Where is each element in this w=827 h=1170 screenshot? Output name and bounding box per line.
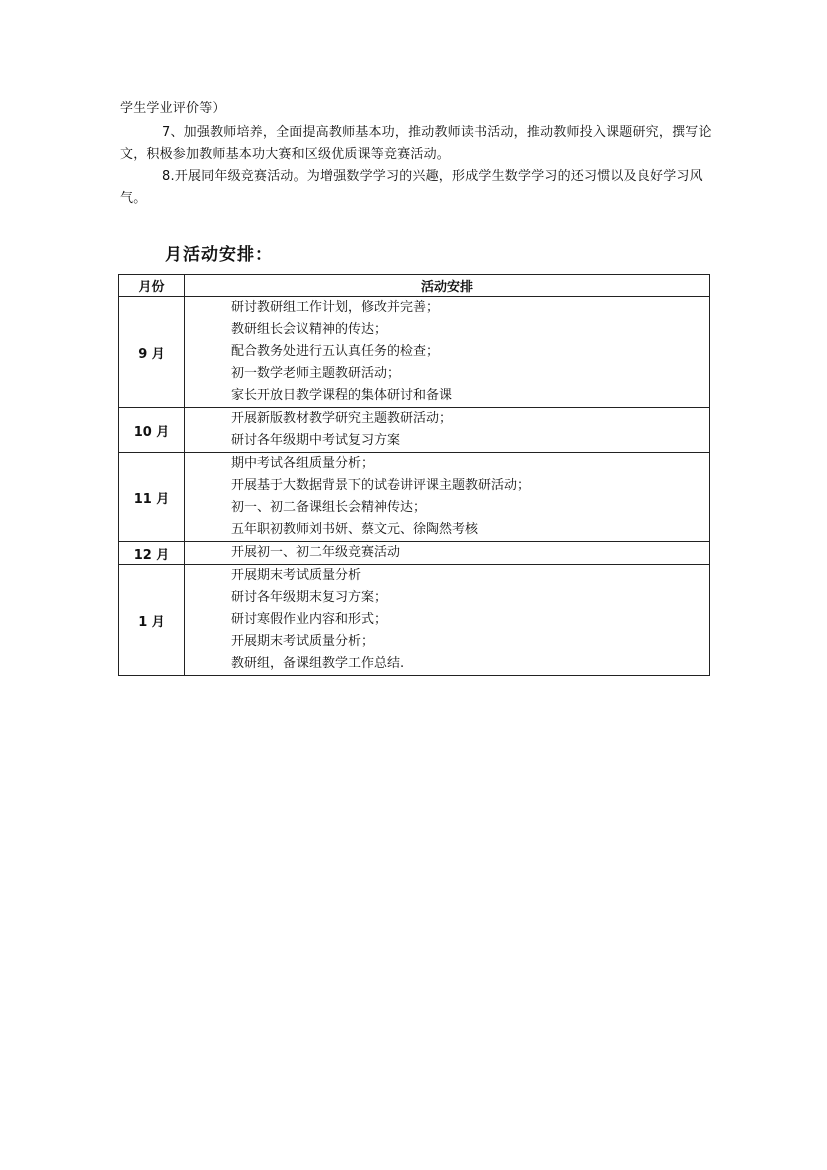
activity-item: 研讨各年级期中考试复习方案 [231,433,401,448]
activity-item: 初一数学老师主题教研活动； [231,366,401,381]
header-month: 月份 [119,275,185,297]
activities-cell [185,565,710,676]
table-row [119,453,710,542]
activity-item: 研讨教研组工作计划，修改并完善； [231,300,440,315]
monthly-schedule-table [118,274,710,676]
activity-item: 教研组长会议精神的传达； [231,322,388,337]
section-title: 月活动安排： [165,245,273,265]
activity-item: 开展期末考试质量分析； [231,634,375,649]
activity-item: 开展新版教材教学研究主题教研活动； [231,411,453,426]
activity-item: 开展初一、初二年级竞赛活动 [231,545,401,560]
table-row [119,408,710,453]
activity-item: 家长开放日教学课程的集体研讨和备课 [231,388,453,403]
month-cell: 11 月 [119,453,185,542]
table-row [119,565,710,676]
activity-item: 研讨各年级期末复习方案； [231,590,388,605]
activities-cell [185,453,710,542]
activity-item: 开展期末考试质量分析 [231,568,362,583]
activity-item: 配合教务处进行五认真任务的检查； [231,344,440,359]
paragraph-item-7: 7、加强教师培养，全面提高教师基本功，推动教师读书活动，推动教师投入课题研究，撰写论文，积极参加教师基本功大赛和区级优质课等竞赛活动。 [120,125,712,162]
table-row [119,542,710,565]
table-header-row [119,275,710,297]
paragraph-item-8: 8.开展同年级竞赛活动。为增强数学学习的兴趣，形成学生数学学习的还习惯以及良好学习风气。 [120,169,703,206]
table-row [119,297,710,408]
activity-item: 期中考试各组质量分析； [231,456,375,471]
month-cell: 1 月 [119,565,185,676]
month-cell: 12 月 [119,542,185,565]
activity-item: 初一、初二备课组长会精神传达； [231,500,427,515]
paragraph-fragment: 学生学业评价等） [120,101,226,116]
activities-cell [185,542,710,565]
table-body [119,297,710,676]
activities-cell [185,408,710,453]
activity-item: 教研组，备课组教学工作总结. [231,656,405,671]
month-cell: 10 月 [119,408,185,453]
month-cell: 9 月 [119,297,185,408]
activities-cell [185,297,710,408]
activity-item: 研讨寒假作业内容和形式； [231,612,388,627]
header-activities: 活动安排 [185,275,710,297]
activity-item: 开展基于大数据背景下的试卷讲评课主题教研活动； [231,478,531,493]
activity-item: 五年职初教师刘书妍、蔡文元、徐陶然考核 [231,522,479,537]
